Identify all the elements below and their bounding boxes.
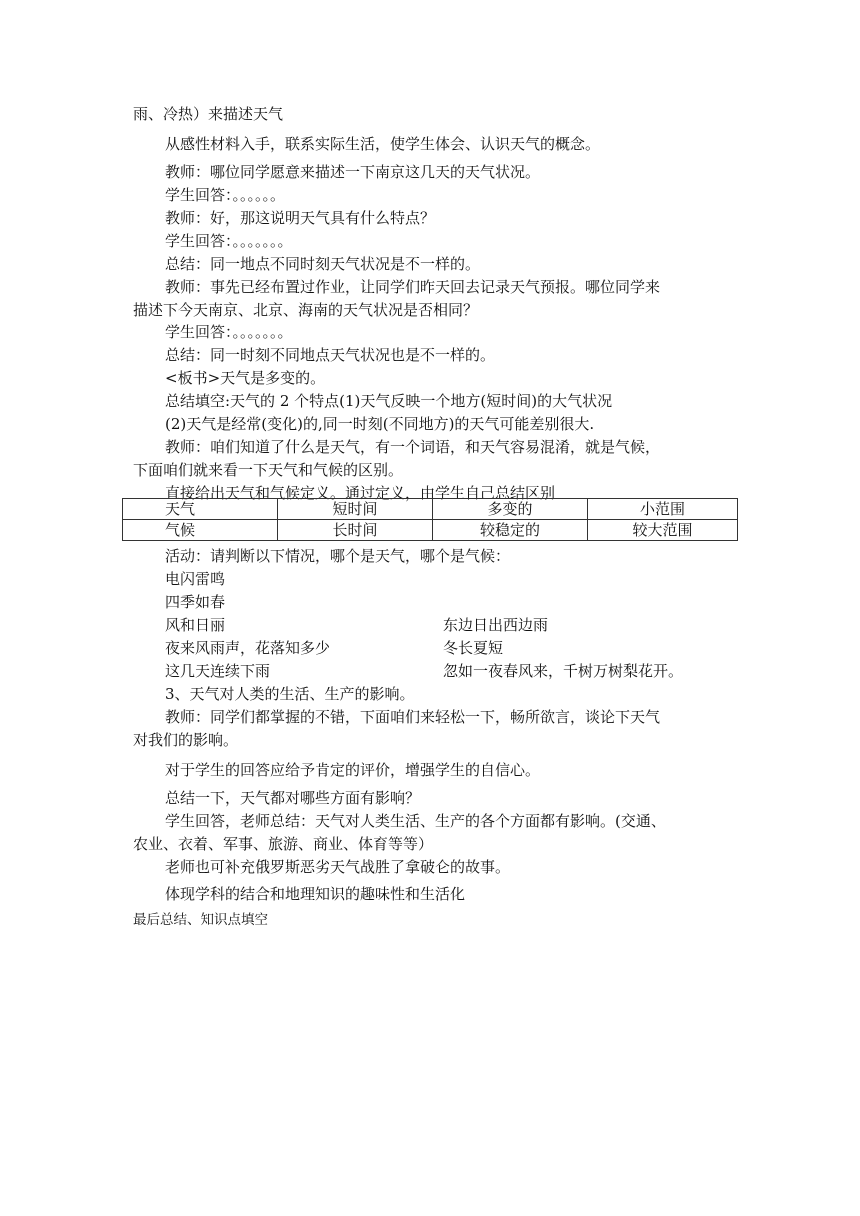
text-line: 学生回答：。。。。。。。 xyxy=(165,323,293,341)
table-cell: 短时间 xyxy=(278,499,433,520)
table-cell: 小范围 xyxy=(588,499,738,520)
activity-item: 东边日出西边雨 xyxy=(443,616,549,634)
text-line: 总结：同一地点不同时刻天气状况是不一样的。 xyxy=(165,255,481,273)
section-heading: 3、天气对人类的生活、生产的影响。 xyxy=(165,685,415,703)
text-line: 教师：同学们都掌握的不错，下面咱们来轻松一下，畅所欲言，谈论下天气 xyxy=(165,708,661,726)
text-line: 直接给出天气和气候定义。通过定义，由学生自己总结区别 xyxy=(165,484,556,502)
text-line: 最后总结、知识点填空 xyxy=(133,912,268,928)
table-cell: 天气 xyxy=(123,499,278,520)
text-line: <板书>天气是多变的。 xyxy=(165,369,326,387)
text-line: 农业、衣着、军事、旅游、商业、体育等等） xyxy=(133,835,434,853)
activity-item: 四季如春 xyxy=(165,593,226,611)
activity-item: 夜来风雨声，花落知多少 xyxy=(165,639,331,657)
text-line: 对于学生的回答应给予肯定的评价，增强学生的自信心。 xyxy=(165,761,541,779)
text-line: 从感性材料入手，联系实际生活，使学生体会、认识天气的概念。 xyxy=(165,135,601,153)
text-line: 总结一下，天气都对哪些方面有影响？ xyxy=(165,789,421,807)
text-line: 老师也可补充俄罗斯恶劣天气战胜了拿破仑的故事。 xyxy=(165,858,511,876)
activity-prompt: 活动：请判断以下情况，哪个是天气，哪个是气候： xyxy=(165,547,511,565)
weather-climate-table xyxy=(122,498,738,541)
activity-item: 这几天连续下雨 xyxy=(165,662,271,680)
activity-item: 忽如一夜春风来，千树万树梨花开。 xyxy=(443,662,684,680)
activity-item: 冬长夏短 xyxy=(443,639,504,657)
text-line: 总结填空:天气的 2 个特点(1)天气反映一个地方(短时间)的大气状况 xyxy=(165,392,613,410)
table-cell: 气候 xyxy=(123,520,278,541)
table-row xyxy=(123,520,738,541)
table-cell: 较稳定的 xyxy=(433,520,588,541)
text-line: 教师：事先已经布置过作业，让同学们昨天回去记录天气预报。哪位同学来 xyxy=(165,278,661,296)
text-line: 雨、冷热）来描述天气 xyxy=(133,105,284,123)
text-line: (2)天气是经常(变化)的,同一时刻(不同地方)的天气可能差别很大. xyxy=(165,415,595,433)
text-line: 学生回答，老师总结：天气对人类生活、生产的各个方面都有影响。(交通、 xyxy=(165,812,666,830)
text-line: 总结：同一时刻不同地点天气状况也是不一样的。 xyxy=(165,346,496,364)
text-line: 教师：哪位同学愿意来描述一下南京这几天的天气状况。 xyxy=(165,163,541,181)
text-line: 学生回答：。。。。。。。 xyxy=(165,232,293,250)
table-row xyxy=(123,499,738,520)
table-cell: 多变的 xyxy=(433,499,588,520)
text-line: 学生回答：。。。。。。 xyxy=(165,186,286,204)
table-cell: 长时间 xyxy=(278,520,433,541)
activity-item: 风和日丽 xyxy=(165,616,226,634)
text-line: 教师：咱们知道了什么是天气，有一个词语，和天气容易混淆，就是气候， xyxy=(165,438,661,456)
activity-item: 电闪雷鸣 xyxy=(165,570,226,588)
text-line: 教师：好，那这说明天气具有什么特点？ xyxy=(165,209,436,227)
table-cell: 较大范围 xyxy=(588,520,738,541)
text-line: 下面咱们就来看一下天气和气候的区别。 xyxy=(133,461,404,479)
text-line: 对我们的影响。 xyxy=(133,731,239,749)
text-line: 描述下今天南京、北京、海南的天气状况是否相同？ xyxy=(133,301,479,319)
text-line: 体现学科的结合和地理知识的趣味性和生活化 xyxy=(165,885,466,903)
